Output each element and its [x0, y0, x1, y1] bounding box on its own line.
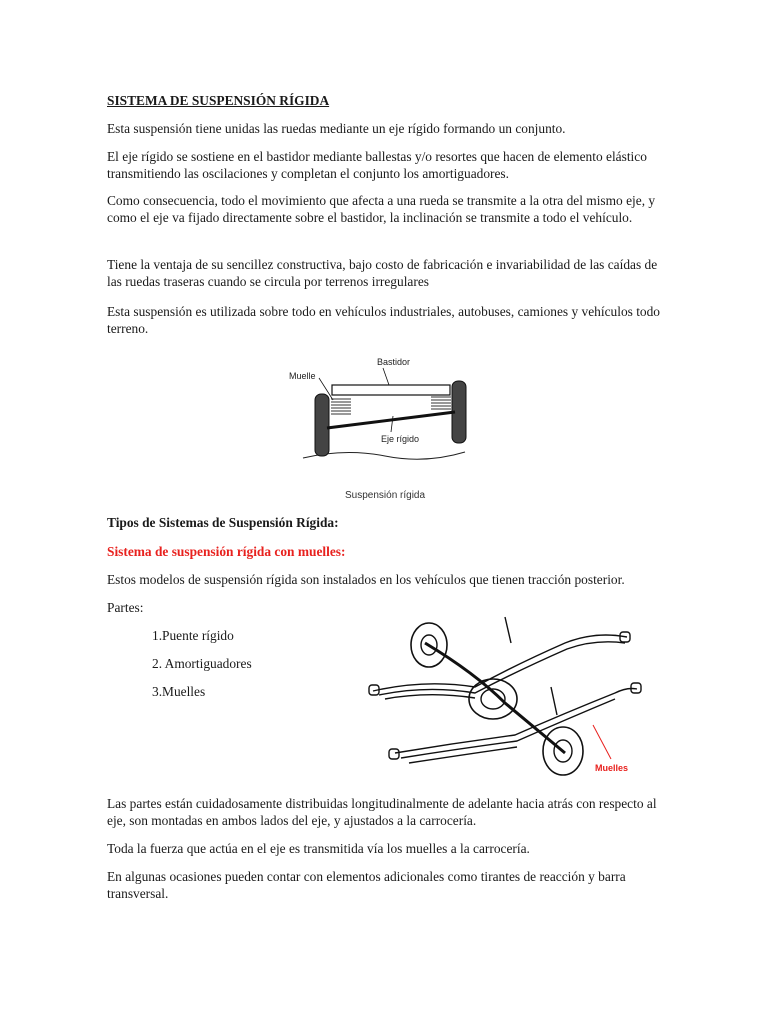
label-muelle: Muelle: [289, 371, 316, 381]
paragraph-5: Esta suspensión es utilizada sobre todo en vehículos industriales, autobuses, camiones y vehículos todo terreno.: [107, 304, 661, 336]
list-item-muelles: 3.Muelles: [152, 684, 206, 699]
leaf-spring-axle-figure: [365, 603, 647, 786]
page-title: SISTEMA DE SUSPENSIÓN RÍGIDA: [107, 93, 330, 108]
paragraph-9: En algunas ocasiones pueden contar con elementos adicionales como tirantes de reacción y barra transversal.: [107, 869, 626, 901]
paragraph-6: Estos modelos de suspensión rígida son instalados en los vehículos que tienen tracción posterior.: [107, 572, 625, 587]
leaf-spring-right: [431, 397, 451, 409]
leaf-spring-left: [331, 399, 351, 414]
list-item-puente-rigido: 1.Puente rígido: [152, 628, 234, 643]
label-muelles: Muelles: [595, 763, 629, 773]
figure-caption: Suspensión rígida: [345, 490, 426, 501]
paragraph-8: Toda la fuerza que actúa en el eje es transmitida vía los muelles a la carrocería.: [107, 841, 530, 856]
paragraph-7: Las partes están cuidadosamente distribuidas longitudinalmente de adelante hacia atrás con respecto al eje, son montadas en ambos lados del eje, y ajustados a la carrocería.: [107, 796, 657, 828]
section-subtitle: Tipos de Sistemas de Suspensión Rígida:: [107, 515, 339, 530]
label-bastidor: Bastidor: [377, 357, 411, 367]
paragraph-4: Tiene la ventaja de su sencillez constructiva, bajo costo de fabricación e invariabilidad de las caídas de las ruedas traseras cuando se circula por terrenos irregulares: [107, 257, 658, 289]
lower-leaf-spring: [395, 689, 637, 754]
list-item-amortiguadores: 2. Amortiguadores: [152, 656, 252, 671]
left-wheel: [315, 394, 329, 456]
red-heading: Sistema de suspensión rígida con muelles:: [107, 544, 346, 559]
paragraph-3: Como consecuencia, todo el movimiento que afecta a una rueda se transmite a la otra del mismo eje, y como el eje va fijado directamente sobre el bastidor, la inclinación se transmite a todo el vehículo.: [107, 193, 656, 225]
paragraph-1: Esta suspensión tiene unidas las ruedas mediante un eje rígido formando un conjunto.: [107, 121, 566, 136]
rigid-suspension-figure: [285, 348, 485, 506]
frame-bastidor: [332, 385, 450, 395]
paragraph-2: El eje rígido se sostiene en el bastidor mediante ballestas y/o resortes que hacen de elemento elástico transmitiendo las oscilaciones y completan el conjunto los amortiguadores.: [107, 149, 647, 181]
differential: [469, 679, 517, 719]
label-eje-rigido: Eje rígido: [381, 434, 420, 444]
parts-label: Partes:: [107, 600, 144, 615]
